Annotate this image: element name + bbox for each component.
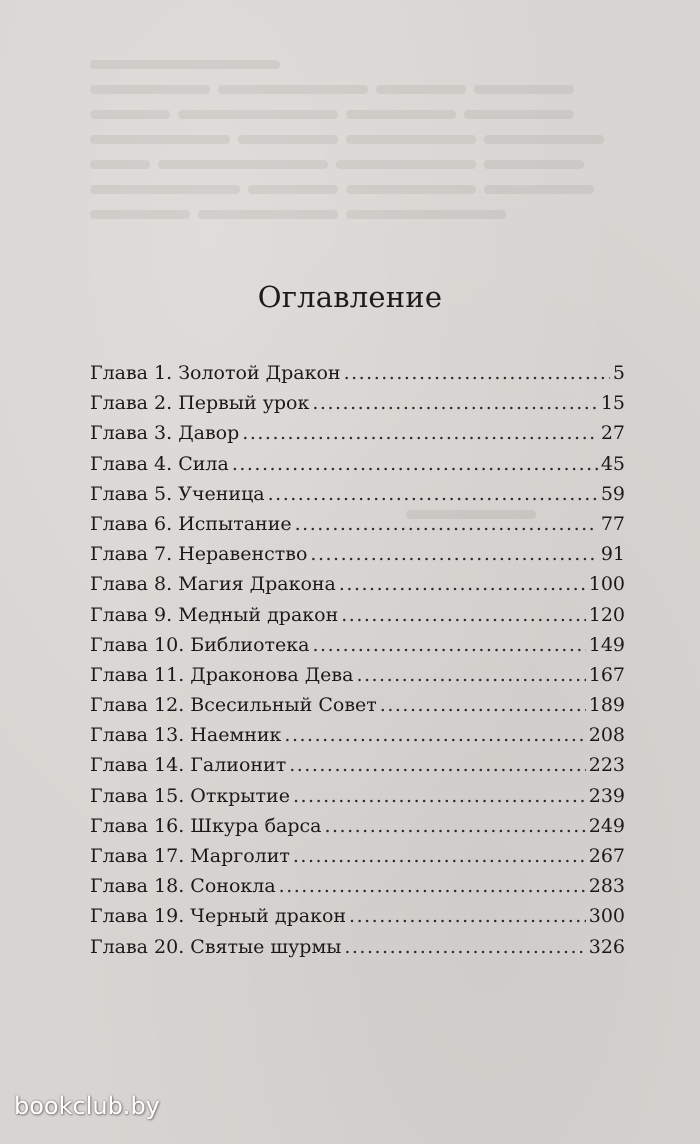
toc-entry — [90, 905, 625, 935]
dot-leader — [344, 362, 610, 384]
toc-entry — [90, 573, 625, 603]
toc-entry-label: Глава 18. Сонокла — [90, 875, 276, 898]
toc-entry-label: Глава 12. Всесильный Совет — [90, 694, 377, 717]
dot-leader — [268, 483, 598, 505]
toc-entry — [90, 875, 625, 905]
toc-entry-label: Глава 6. Испытание — [90, 512, 292, 535]
toc-list — [90, 362, 625, 966]
dot-leader — [341, 604, 585, 626]
dot-leader — [356, 664, 585, 686]
dot-leader — [295, 513, 598, 535]
toc-entry — [90, 453, 625, 483]
toc-entry-page: 149 — [588, 633, 625, 656]
toc-entry — [90, 936, 625, 966]
toc-entry-page: 27 — [600, 422, 625, 445]
toc-entry-page: 239 — [588, 784, 625, 807]
toc-entry-page: 167 — [588, 663, 625, 686]
toc-entry — [90, 604, 625, 634]
dot-leader — [312, 392, 597, 414]
toc-entry-label: Глава 20. Святые шурмы — [90, 935, 342, 958]
toc-entry-label: Глава 11. Драконова Дева — [90, 663, 354, 686]
toc-entry-page: 100 — [588, 573, 625, 596]
toc-entry-label: Глава 10. Библиотека — [90, 633, 310, 656]
toc-entry-label: Глава 17. Марголит — [90, 845, 290, 867]
toc-entry-label: Глава 8. Магия Дракона — [90, 573, 336, 596]
toc-entry-page: 326 — [588, 935, 625, 958]
toc-entry-page: 249 — [588, 814, 625, 837]
toc-entry-label: Глава 13. Наемник — [90, 724, 282, 747]
toc-entry-label: Глава 7. Неравенство — [90, 543, 308, 566]
toc-entry-page: 283 — [588, 875, 625, 898]
toc-entry-label: Глава 3. Давор — [90, 422, 240, 445]
watermark: bookclub.by — [14, 1092, 160, 1120]
toc-entry-page: 5 — [612, 362, 625, 384]
dot-leader — [289, 754, 586, 776]
toc-entry-label: Глава 2. Первый урок — [90, 392, 310, 415]
toc-entry-page: 208 — [588, 724, 625, 747]
toc-entry-page: 300 — [588, 905, 625, 928]
toc-entry — [90, 754, 625, 784]
toc-entry — [90, 815, 625, 845]
toc-entry — [90, 483, 625, 513]
dot-leader — [349, 905, 586, 927]
toc-entry-page: 45 — [600, 452, 625, 475]
dot-leader — [293, 785, 586, 807]
toc-entry — [90, 785, 625, 815]
toc-entry — [90, 543, 625, 573]
toc-entry-page: 223 — [588, 754, 625, 777]
toc-entry-label: Глава 14. Галионит — [90, 754, 287, 777]
toc-entry-label: Глава 4. Сила — [90, 452, 229, 475]
toc-entry-page: 267 — [588, 845, 625, 867]
toc-entry-page: 91 — [600, 543, 625, 566]
dot-leader — [324, 815, 585, 837]
dot-leader — [313, 634, 586, 656]
dot-leader — [232, 453, 598, 475]
toc-entry-page: 15 — [600, 392, 625, 415]
dot-leader — [344, 936, 585, 958]
toc-entry-label: Глава 16. Шкура барса — [90, 814, 322, 837]
dot-leader — [293, 845, 586, 867]
toc-entry — [90, 845, 625, 875]
toc-entry-page: 77 — [600, 512, 625, 535]
dot-leader — [339, 573, 586, 595]
toc-entry-label: Глава 5. Ученица — [90, 482, 265, 505]
dot-leader — [380, 694, 586, 716]
toc-entry-label: Глава 19. Черный дракон — [90, 905, 347, 928]
toc-entry — [90, 694, 625, 724]
toc-entry-label: Глава 9. Медный дракон — [90, 603, 339, 626]
dot-leader — [279, 875, 586, 897]
toc-entry — [90, 362, 625, 392]
toc-entry-page: 59 — [600, 482, 625, 505]
toc-entry-label: Глава 1. Золотой Дракон — [90, 362, 341, 384]
toc-entry — [90, 513, 625, 543]
toc-entry — [90, 392, 625, 422]
toc-entry — [90, 664, 625, 694]
toc-entry-page: 189 — [588, 694, 625, 717]
toc-entry-label: Глава 15. Открытие — [90, 784, 290, 807]
toc-entry-page: 120 — [588, 603, 625, 626]
dot-leader — [242, 422, 598, 444]
dot-leader — [284, 724, 585, 746]
toc-entry — [90, 724, 625, 754]
toc-entry — [90, 422, 625, 452]
toc-entry — [90, 634, 625, 664]
toc-title: Оглавление — [257, 280, 443, 314]
dot-leader — [310, 543, 597, 565]
